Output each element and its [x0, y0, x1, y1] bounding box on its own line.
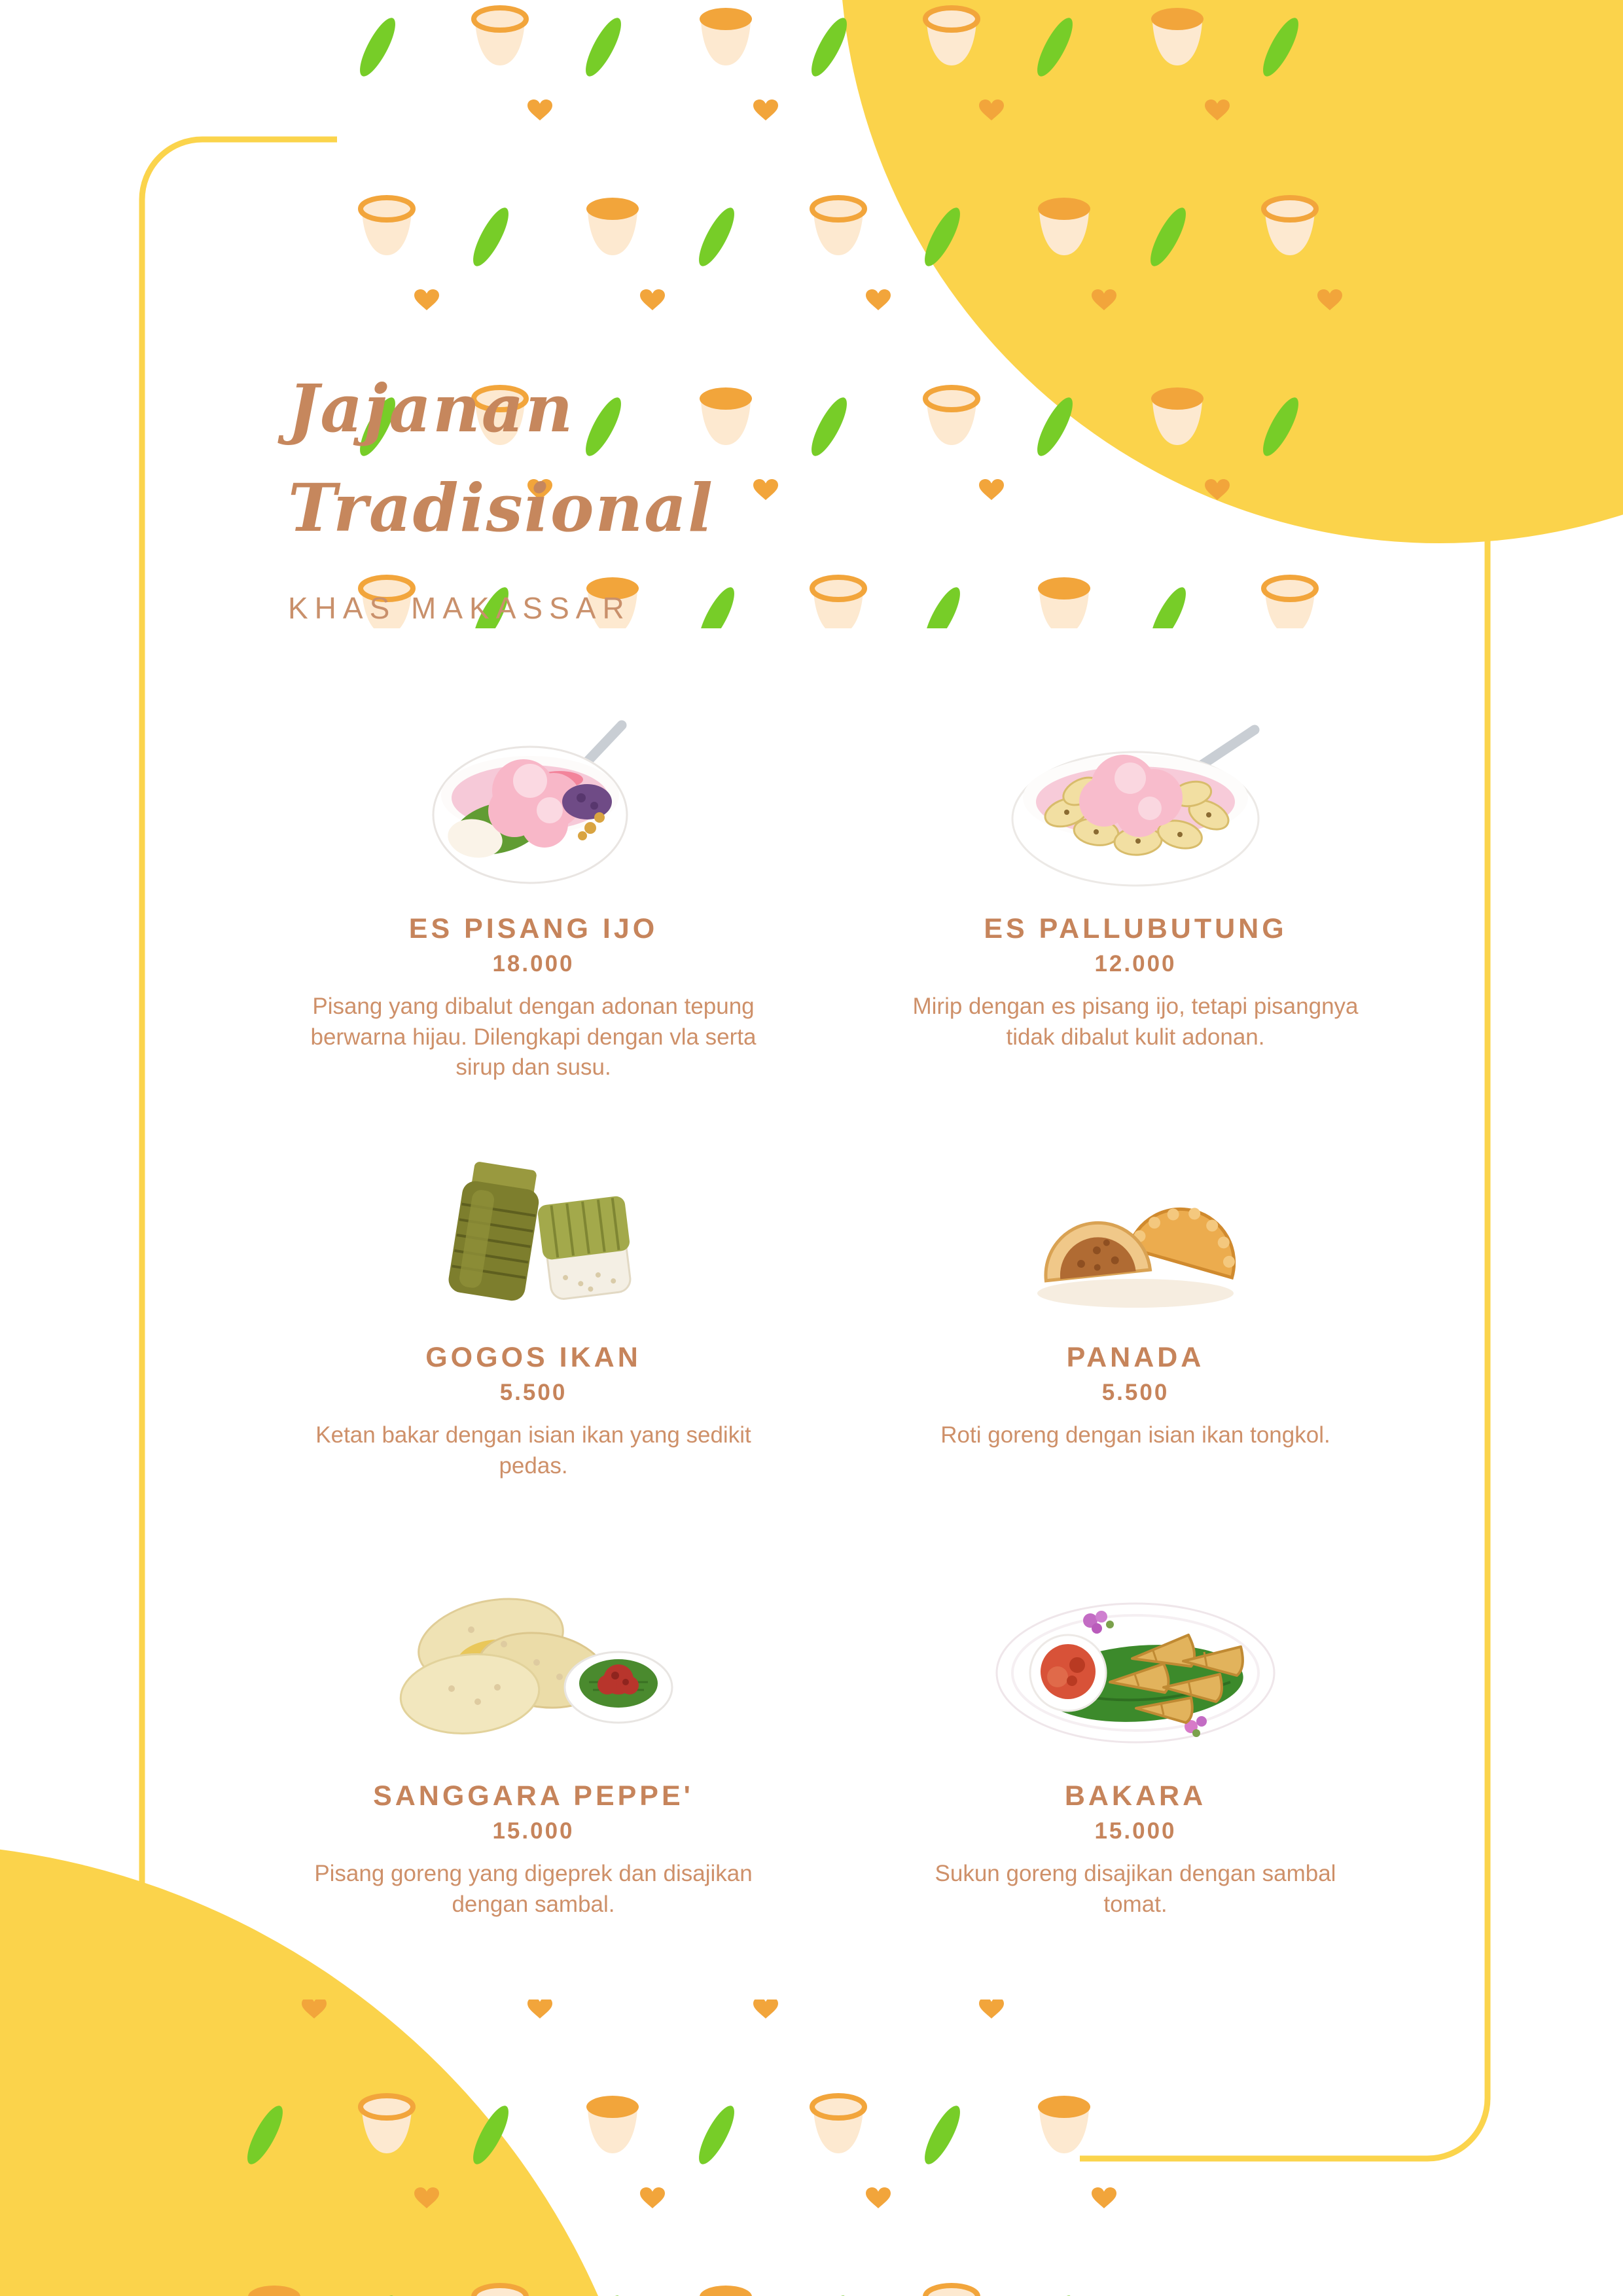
menu-item-bakara	[883, 1581, 1387, 1920]
page-title-line1: Jajanan	[288, 370, 575, 447]
page-subtitle: KHAS MAKASSAR	[288, 591, 631, 625]
menu-header	[288, 359, 714, 626]
item-description: Roti goreng dengan isian ikan tongkol.	[940, 1422, 1330, 1448]
banana-leaf-wrapped-gogos	[432, 1147, 635, 1316]
food-photo	[883, 1581, 1387, 1748]
bowl-of-es-pallubutung	[1005, 715, 1266, 893]
item-description: Ketan bakar dengan isian ikan yang sedikit pedas.	[315, 1422, 751, 1479]
plate-of-fried-breadfruit-with-sambal	[995, 1598, 1276, 1748]
item-description: Pisang goreng yang digeprek dan disajikan dengan sambal.	[314, 1861, 753, 1917]
item-price: 18.000	[492, 951, 575, 977]
item-description: Mirip dengan es pisang ijo, tetapi pisangnya tidak dibalut kulit adonan.	[912, 994, 1359, 1050]
item-name: SANGGARA PEPPE'	[373, 1780, 694, 1812]
fried-panada-pastries	[1024, 1165, 1247, 1316]
item-name: ES PALLUBUTUNG	[984, 913, 1287, 944]
item-price: 5.500	[499, 1380, 567, 1405]
item-price: 15.000	[492, 1818, 575, 1844]
flattened-fried-banana-with-sambal	[393, 1584, 674, 1748]
food-photo	[883, 700, 1387, 893]
menu-item-gogos-ikan	[281, 1142, 785, 1481]
item-name: PANADA	[1066, 1342, 1205, 1373]
menu-item-sanggara-peppe	[281, 1581, 785, 1920]
item-name: GOGOS IKAN	[425, 1342, 641, 1373]
food-photo	[281, 700, 785, 893]
food-photo	[281, 1142, 785, 1316]
menu-item-es-pisang-ijo	[281, 700, 785, 1083]
menu-item-panada	[883, 1142, 1387, 1451]
food-photo	[281, 1581, 785, 1748]
menu-item-es-pallubutung	[883, 700, 1387, 1052]
page-title-line2: Tradisional	[288, 469, 715, 547]
item-name: BAKARA	[1064, 1780, 1207, 1812]
item-name: ES PISANG IJO	[408, 913, 658, 944]
food-photo	[883, 1142, 1387, 1316]
item-description: Pisang yang dibalut dengan adonan tepung berwarna hijau. Dilengkapi dengan vla serta sirup dan susu.	[310, 994, 757, 1081]
item-price: 15.000	[1094, 1818, 1177, 1844]
item-price: 12.000	[1094, 951, 1177, 977]
item-price: 5.500	[1101, 1380, 1169, 1405]
item-description: Sukun goreng disajikan dengan sambal tomat.	[935, 1861, 1336, 1917]
bowl-of-es-pisang-ijo	[425, 702, 641, 893]
